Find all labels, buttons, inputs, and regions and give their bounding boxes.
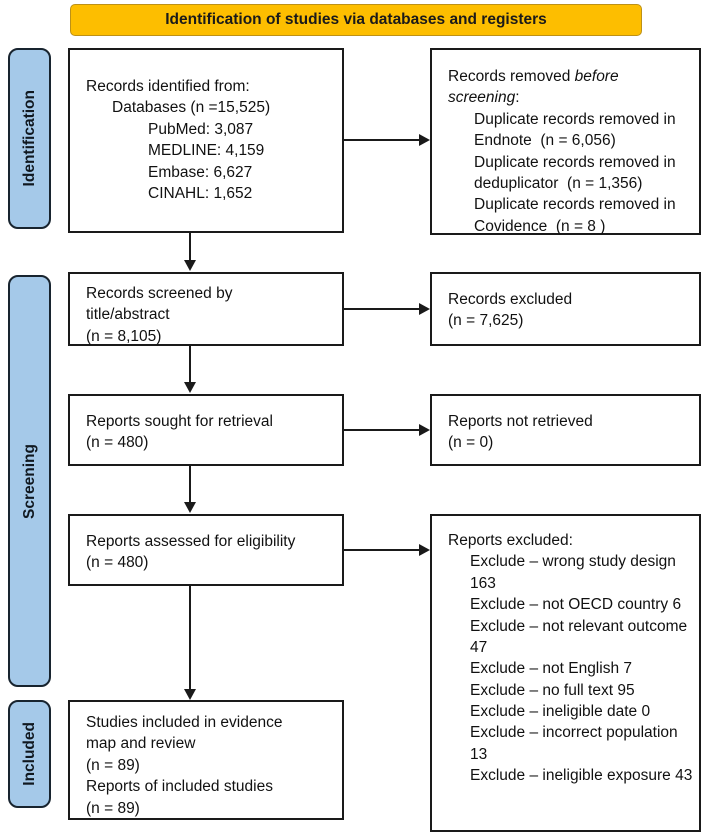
text-line: Duplicate records removed in Covidence (n = 8 )	[474, 196, 680, 235]
box-records-excluded	[430, 272, 701, 346]
arrowhead-right-icon	[419, 303, 430, 315]
text-line: Reports not retrieved	[448, 413, 593, 430]
arrow-sought-to-not-retrieved	[344, 429, 420, 431]
text-line: Exclude – ineligible date 0	[470, 703, 651, 720]
text-line: Records screened by	[86, 285, 233, 302]
text-line: Exclude – not relevant outcome 47	[470, 617, 692, 656]
text-line: (n = 480)	[86, 554, 149, 572]
arrow-sought-to-assessed	[189, 466, 191, 503]
text-line: (n = 8,105)	[86, 327, 162, 345]
arrowhead-down-icon	[184, 689, 196, 700]
text-line: Duplicate records removed in Endnote (n = 6,056)	[474, 110, 680, 150]
text-line: Exclude – wrong study design 163	[470, 553, 681, 592]
text-line: Records identified from:	[86, 78, 250, 95]
text-span: Records removed	[448, 68, 575, 85]
text-line: (n = 7,625)	[448, 312, 524, 330]
text-line: Reports of included studies	[86, 778, 273, 796]
text-line: Exclude – ineligible exposure 43	[470, 767, 693, 785]
arrow-identified-to-removed	[344, 139, 420, 141]
text-line: CINAHL: 1,652	[148, 184, 253, 202]
stage-label-identification	[8, 48, 51, 229]
text-line: Reports assessed for eligibility	[86, 533, 296, 550]
arrowhead-down-icon	[184, 502, 196, 513]
text-line: Exclude – not OECD country 6	[470, 596, 682, 614]
arrow-screened-to-excluded	[344, 308, 420, 310]
box-reports-assessed	[68, 514, 344, 586]
text-line: Exclude – no full text 95	[470, 681, 635, 699]
banner-title: Identification of studies via databases and registers	[70, 4, 642, 36]
text-line: MEDLINE: 4,159	[148, 142, 265, 160]
arrowhead-right-icon	[419, 424, 430, 436]
arrow-screened-to-sought	[189, 346, 191, 383]
text-line: map and review	[86, 735, 196, 753]
text-line: Reports sought for retrieval	[86, 413, 273, 430]
text-line: Exclude – incorrect population 13	[470, 724, 682, 763]
text-line: Duplicate records removed in deduplicator (n = 1,356)	[474, 153, 680, 192]
box-reports-sought	[68, 394, 344, 466]
box-records-identified	[68, 48, 344, 233]
text-line: Exclude – not English 7	[470, 660, 632, 678]
stage-label-screening-text: Screening	[20, 443, 38, 519]
text-line: (n = 480)	[86, 434, 149, 452]
box-reports-not-retrieved	[430, 394, 701, 466]
box-reports-excluded	[430, 514, 701, 832]
text-span-italic: before screening	[448, 68, 623, 107]
text-line: Reports excluded:	[448, 532, 573, 549]
stage-label-screening	[8, 275, 51, 687]
arrow-identified-to-screened	[189, 233, 191, 261]
text-span: :	[515, 89, 520, 107]
arrow-assessed-to-reports-excluded	[344, 549, 420, 551]
text-line: Records excluded	[448, 291, 573, 308]
stage-label-included-text: Included	[20, 722, 38, 786]
stage-label-included	[8, 700, 51, 808]
text-line: Databases (n =15,525)	[112, 99, 271, 117]
text-line: (n = 89)	[86, 756, 140, 774]
box-studies-included	[68, 700, 344, 820]
text-line: Studies included in evidence	[86, 714, 283, 731]
text-line: Embase: 6,627	[148, 163, 253, 181]
arrow-assessed-to-included	[189, 586, 191, 690]
box-records-removed	[430, 48, 701, 235]
arrowhead-down-icon	[184, 260, 196, 271]
text-line: (n = 89)	[86, 799, 140, 817]
box-records-screened	[68, 272, 344, 346]
arrowhead-down-icon	[184, 382, 196, 393]
stage-label-identification-text: Identification	[20, 90, 38, 187]
text-line	[448, 66, 693, 109]
arrowhead-right-icon	[419, 544, 430, 556]
text-line: PubMed: 3,087	[148, 120, 254, 138]
text-line: (n = 0)	[448, 434, 494, 452]
arrowhead-right-icon	[419, 134, 430, 146]
text-line: title/abstract	[86, 306, 170, 324]
